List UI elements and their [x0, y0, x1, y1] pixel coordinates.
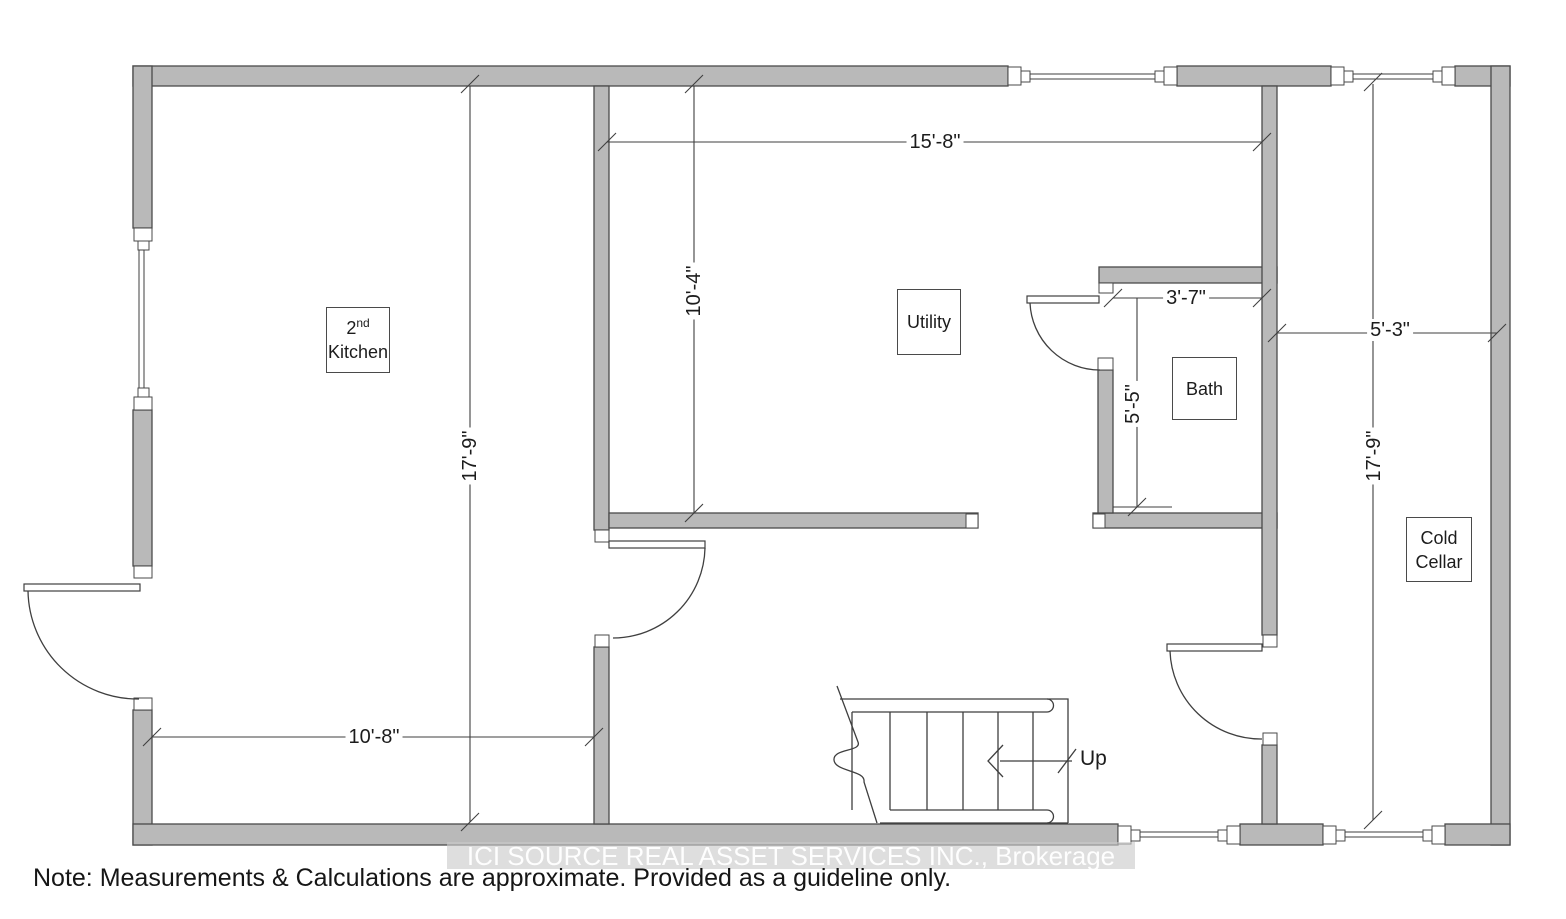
dim-cold-cellar-height-label: 17'-9": [1363, 428, 1385, 485]
window-bottom-2: [1323, 826, 1445, 844]
cold-cellar-door: [1167, 635, 1277, 745]
up-arrow: [988, 745, 1076, 777]
dim-kitchen-width-label: 10'-8": [346, 726, 403, 748]
window-top-1: [1008, 67, 1177, 85]
bath-top-wall: [1099, 267, 1277, 283]
top-wall-left-segment: [133, 66, 1008, 86]
top-wall-mid-segment: [1177, 66, 1331, 86]
exterior-door: [24, 566, 152, 710]
utility-bottom-wall-left: [609, 513, 978, 528]
room-label-kitchen-line2: Kitchen: [327, 342, 389, 362]
dim-kitchen-height-label: 17'-9": [459, 428, 481, 485]
dim-utility-height-label: 10'-4": [683, 263, 705, 320]
room-label-bath: Bath: [1172, 357, 1237, 420]
room-label-kitchen-line1: 2nd: [346, 316, 370, 338]
left-wall-mid-segment: [133, 410, 152, 566]
cold-cellar-wall-lower: [1262, 745, 1277, 824]
bottom-wall-right-segment: [1445, 824, 1510, 845]
room-label-cold-cellar: Cold Cellar: [1406, 517, 1472, 582]
bottom-wall-mid-segment: [1240, 824, 1323, 845]
room-label-second-kitchen: [326, 307, 390, 373]
stair-handrail-bottom: [890, 810, 1054, 823]
utility-bottom-wall-right: [1093, 513, 1277, 528]
window-bottom-1: [1118, 826, 1240, 844]
brokerage-watermark: ICI SOURCE REAL ASSET SERVICES INC., Brokerage: [447, 842, 1135, 869]
kitchen-divider-wall-upper: [594, 86, 609, 530]
outer-walls: [133, 66, 1510, 845]
bath-left-wall: [1098, 370, 1113, 513]
dimension-lines: [143, 73, 1506, 831]
cold-cellar-wall-upper: [1262, 86, 1277, 635]
windows: [134, 67, 1455, 844]
stair-break-line: [834, 686, 877, 823]
disclaimer-note: Note: Measurements & Calculations are approximate. Provided as a guideline only.: [33, 864, 952, 892]
room-label-utility: Utility: [897, 289, 961, 355]
stairs: [834, 686, 1076, 823]
hall-passage-opening: [966, 514, 1105, 528]
dim-top-width-label: 15'-8": [907, 131, 964, 153]
interior-walls: [594, 86, 1277, 824]
kitchen-hall-door: [595, 530, 705, 647]
dim-bath-height-label: 5'-5": [1122, 381, 1144, 427]
dim-cold-cellar-width-label: 5'-3": [1367, 319, 1413, 341]
window-left: [134, 228, 152, 410]
window-top-2: [1331, 67, 1455, 85]
left-wall-upper-segment: [133, 66, 152, 228]
dim-bath-width-label: 3'-7": [1163, 287, 1209, 309]
stairs-up-label: Up: [1080, 747, 1107, 770]
bath-door: [1027, 283, 1113, 370]
right-wall: [1491, 66, 1510, 845]
stair-handrail-top: [852, 699, 1054, 712]
